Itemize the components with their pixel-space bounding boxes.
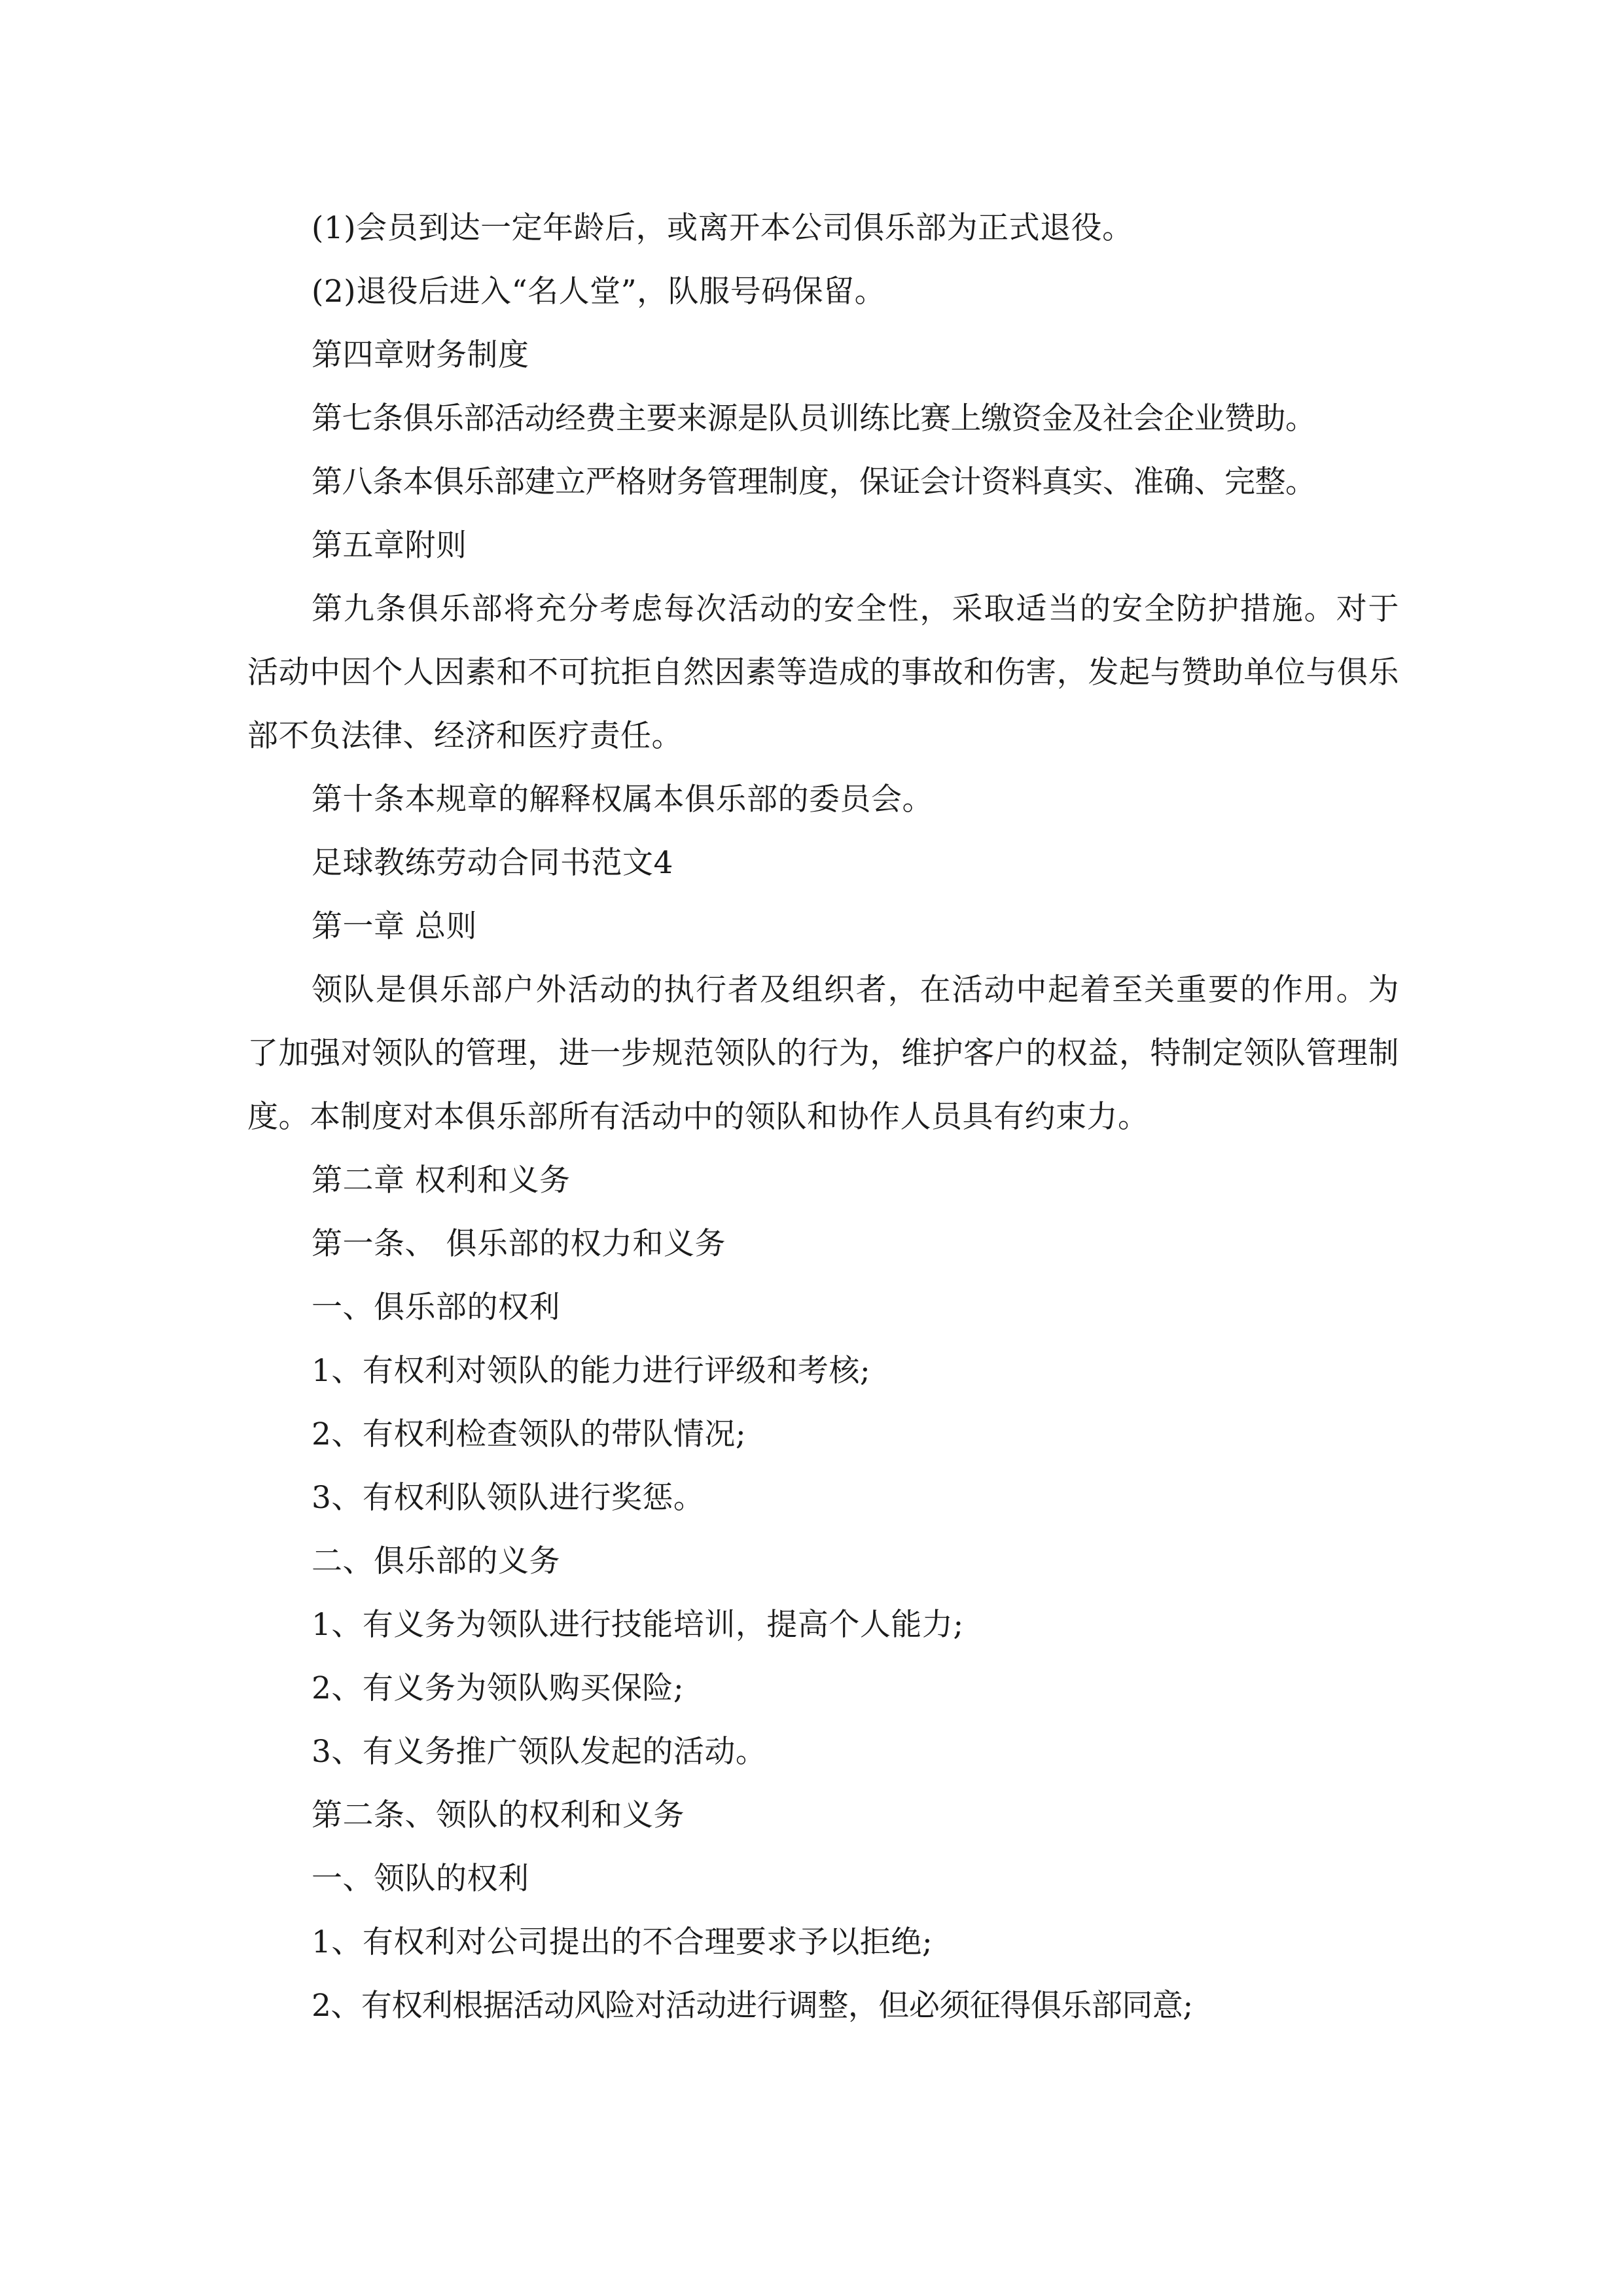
chapter-heading: 第四章财务制度 — [312, 337, 529, 373]
list-item: 1、有义务为领队进行技能培训，提高个人能力; — [312, 1607, 964, 1643]
article-heading: 第二条、领队的权利和义务 — [312, 1797, 685, 1833]
list-item: 3、有义务推广领队发起的活动。 — [312, 1734, 767, 1770]
list-item: 1、有权利对公司提出的不合理要求予以拒绝; — [312, 1924, 933, 1960]
list-heading: 一、领队的权利 — [312, 1861, 529, 1897]
paragraph: (1)会员到达一定年龄后，或离开本公司俱乐部为正式退役。 — [312, 210, 1133, 246]
paragraph: (2)退役后进入“名人堂”，队服号码保留。 — [312, 274, 886, 310]
chapter-heading: 第五章附则 — [312, 528, 467, 564]
paragraph: 第七条俱乐部活动经费主要来源是队员训练比赛上缴资金及社会企业赞助。 — [312, 401, 1316, 437]
list-item: 2、有权利检查领队的带队情况; — [312, 1416, 747, 1452]
chapter-heading: 第二章 权利和义务 — [312, 1162, 571, 1198]
section-title: 足球教练劳动合同书范文4 — [312, 845, 673, 881]
paragraph: 第十条本规章的解释权属本俱乐部的委员会。 — [312, 781, 933, 817]
list-item: 1、有权利对领队的能力进行评级和考核; — [312, 1353, 871, 1389]
paragraph: 领队是俱乐部户外活动的执行者及组织者，在活动中起着至关重要的作用。为了加强对领队的管理，进一步规范领队的行为，维护客户的权益，特制定领队管理制度。本制度对本俱乐部所有活动中的领队和协作人员具有约束力。 — [247, 972, 1399, 1135]
list-item: 2、有权利根据活动风险对活动进行调整，但必须征得俱乐部同意; — [312, 1988, 1193, 2024]
paragraph: 第八条本俱乐部建立严格财务管理制度，保证会计资料真实、准确、完整。 — [312, 464, 1316, 500]
article-heading: 第一条、 俱乐部的权力和义务 — [312, 1226, 726, 1262]
list-heading: 一、俱乐部的权利 — [312, 1289, 560, 1325]
list-heading: 二、俱乐部的义务 — [312, 1543, 560, 1579]
list-item: 2、有义务为领队购买保险; — [312, 1670, 685, 1706]
chapter-heading: 第一章 总则 — [312, 908, 477, 944]
list-item: 3、有权利队领队进行奖惩。 — [312, 1480, 705, 1516]
paragraph: 第九条俱乐部将充分考虑每次活动的安全性，采取适当的安全防护措施。对于活动中因个人因素和不可抗拒自然因素等造成的事故和伤害，发起与赞助单位与俱乐部不负法律、经济和医疗责任。 — [247, 591, 1399, 754]
document-body — [247, 196, 1399, 2037]
